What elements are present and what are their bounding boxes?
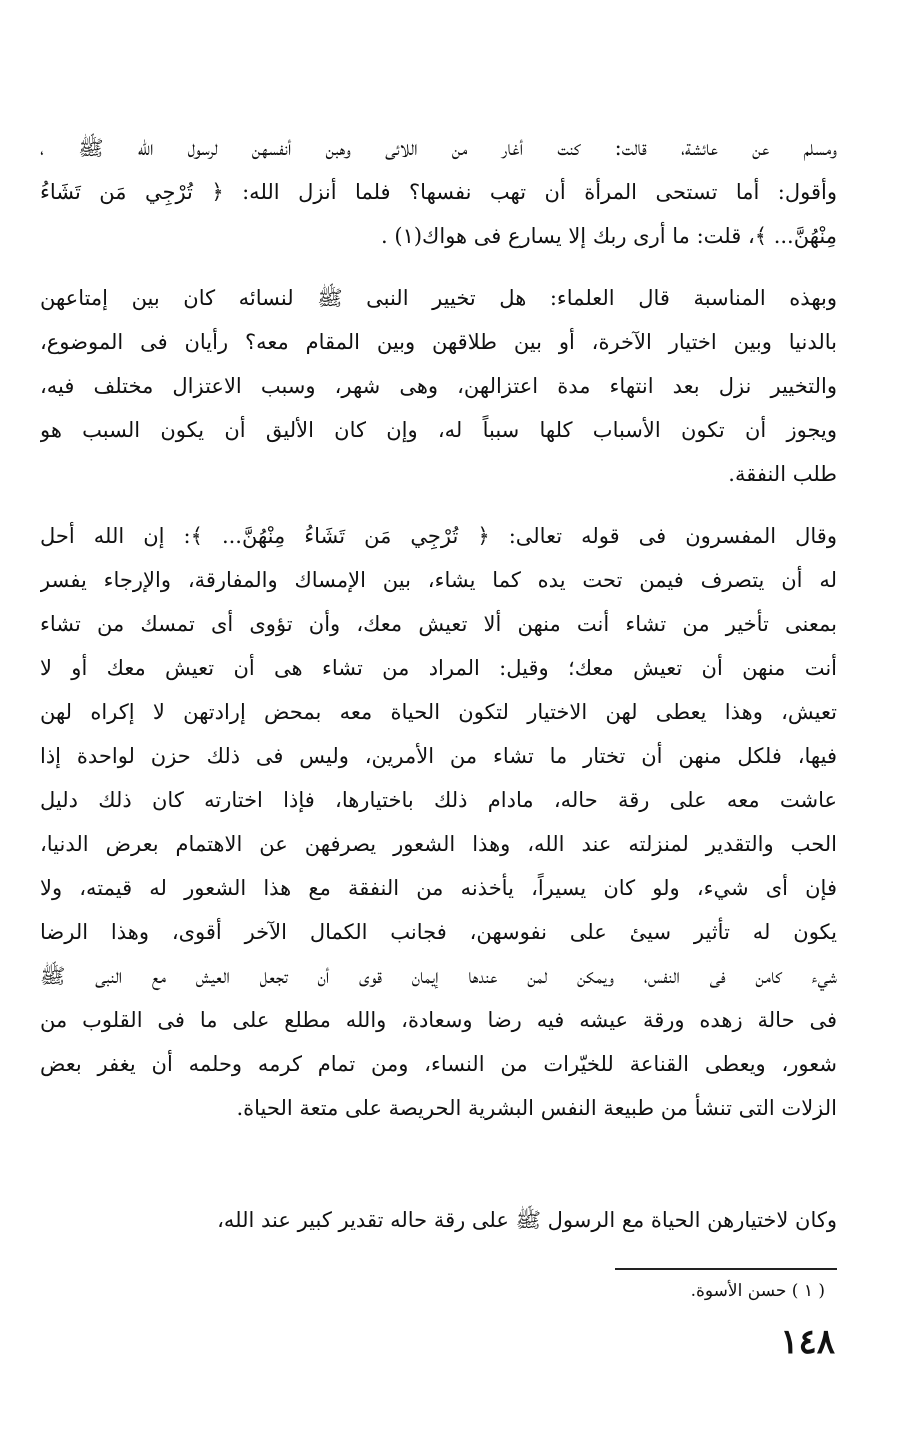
text-line: وأقول: أما تستحى المرأة أن تهب نفسها؟ فلما أنزل الله: ﴿ تُرْجِي مَن تَشَاءُ xyxy=(40,180,837,204)
text-line: يكون له تأثير سيئ على نفوسهن، فجانب الكمال الآخر أقوى، وهذا الرضا xyxy=(40,920,837,944)
text-line: وكان لاختيارهن الحياة مع الرسول ﷺ على رقة حاله تقدير كبير عند الله، xyxy=(217,1208,837,1232)
text-line: بمعنى تأخير من تشاء أنت منهن ألا تعيش معك، وأن تؤوى أى تمسك من تشاء xyxy=(40,612,837,636)
footnote-divider xyxy=(615,1268,837,1270)
text-line: له أن يتصرف فيمن تحت يده كما يشاء، بين الإمساك والمفارقة، والإرجاء يفسر xyxy=(40,568,837,592)
text-line: ومسلم عن عائشة، قالت: كنت أغار من اللائى وهبن أنفسهن لرسول الله ﷺ ، xyxy=(40,136,837,160)
paragraph-3 xyxy=(40,514,837,1130)
text-line: والتخيير نزل بعد انتهاء مدة اعتزالهن، وهى شهر، وسبب الاعتزال مختلف فيه، xyxy=(40,374,837,398)
paragraph-2 xyxy=(40,276,837,496)
text-line: الزلات التى تنشأ من طبيعة النفس البشرية الحريصة على متعة الحياة. xyxy=(236,1096,837,1120)
footnote: ( ١ ) حسن الأسوة. xyxy=(690,1281,825,1301)
text-line: فإن أى شيء، ولو كان يسيراً، يأخذنه من النفقة مع هذا الشعور له قيمته، ولا xyxy=(40,876,837,900)
text-line: شعور، ويعطى القناعة للخيّرات من النساء، ومن تمام كرمه وحلمه أن يغفر بعض xyxy=(40,1052,837,1076)
text-line: عاشت معه على رقة حاله، مادام ذلك باختيارها، فإذا اختارته كان ذلك دليل xyxy=(40,788,837,812)
text-line: فى حالة زهده ورقة عيشه فيه رضا وسعادة، والله مطلع على ما فى القلوب من xyxy=(40,1008,837,1032)
text-line: فيها، فلكل منهن أن تختار ما تشاء من الأمرين، وليس فى ذلك حزن لواحدة إذا xyxy=(40,744,837,768)
text-line: بالدنيا وبين اختيار الآخرة، أو بين طلاقهن وبين المقام معه؟ رأيان فى الموضوع، xyxy=(40,330,837,354)
text-line: الحب والتقدير لمنزلته عند الله، وهذا الشعور يصرفهن عن الاهتمام بعرض الدنيا، xyxy=(40,832,837,856)
text-line: ويجوز أن تكون الأسباب كلها سبباً له، وإن كان الأليق أن يكون السبب هو xyxy=(40,418,837,442)
paragraph-1 xyxy=(40,126,837,258)
text-line: مِنْهُنَّ... ﴾، قلت: ما أرى ربك إلا يسارع فى هواك(١) . xyxy=(381,224,837,248)
paragraph-4 xyxy=(40,1198,837,1242)
text-line: شيء كامن فى النفس، ويمكن لمن عندها إيمان قوى أن تجعل العيش مع النبى ﷺ xyxy=(40,964,837,988)
page-number: ١٤٨ xyxy=(780,1322,835,1362)
text-line: طلب النفقة. xyxy=(728,462,837,486)
text-line: وقال المفسرون فى قوله تعالى: ﴿ تُرْجِي مَن تَشَاءُ مِنْهُنَّ... ﴾: إن الله أحل xyxy=(40,524,837,548)
text-line: أنت منهن أن تعيش معك؛ وقيل: المراد من تشاء هى أن تعيش معك أو لا xyxy=(40,656,837,680)
text-line: وبهذه المناسبة قال العلماء: هل تخيير النبى ﷺ لنسائه كان بين إمتاعهن xyxy=(40,286,837,310)
text-line: تعيش، وهذا يعطى لهن الاختيار لتكون الحياة معه بمحض إرادتهن لا إكراه لهن xyxy=(40,700,837,724)
